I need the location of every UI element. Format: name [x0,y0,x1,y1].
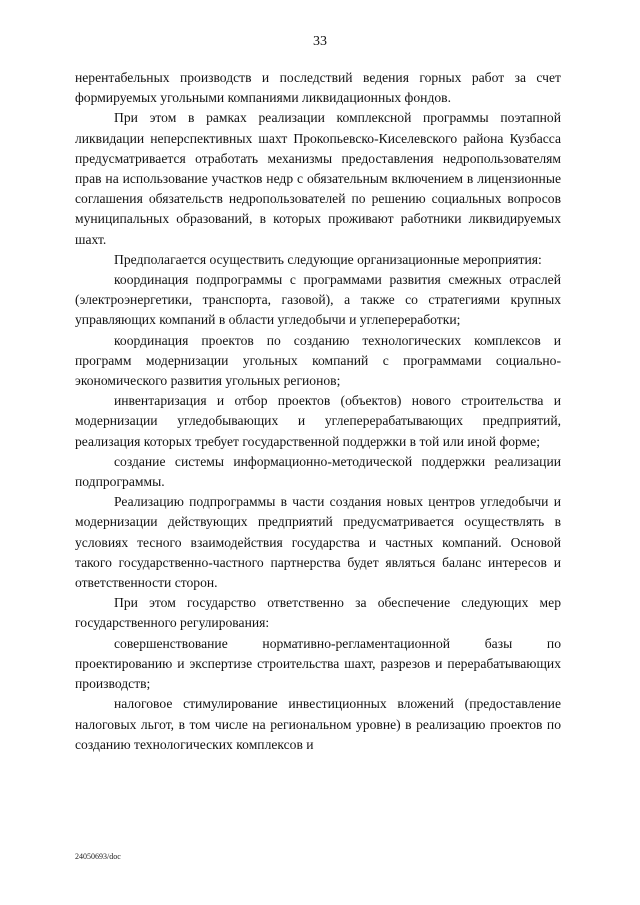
document-body [75,68,561,755]
list-item-regulatory-base: совершенствование нормативно-регламентационной базы по проектированию и экспертизе строительства шахт, разрезов и перерабатывающих производств; [75,635,561,692]
paragraph-licensing: При этом в рамках реализации комплексной программы поэтапной ликвидации неперспективных шахт Прокопьевско-Киселевского района Кузбасса предусматривается отработать механизмы предоставления недропользователям прав на использование участков недр с обязательным включением в лицензионные соглашения обязательств недропользователей по решению социальных вопросов муниципальных образований, в которых проживают работники ликвидируемых шахт. [75,110,561,247]
paragraph-measures-intro: Предполагается осуществить следующие организационные мероприятия: [114,251,542,267]
list-item-coordination-programs: координация подпрограммы с программами развития смежных отраслей (электроэнергетики, транспорта, газовой), а также со стратегиями крупных управляющих компаний в области угледобычи и углепереработки; [75,272,561,328]
paragraph-state-regulation: При этом государство ответственно за обеспечение следующих мер государственного регулирования: [75,595,561,631]
document-footer: 24050693/doc [75,852,121,861]
list-item-inventory: инвентаризация и отбор проектов (объектов) нового строительства и модернизации угледобывающих и углеперерабатывающих предприятий, реализация которых требует государственной поддержки в той или иной форме; [75,393,561,449]
page-number: 33 [313,34,327,49]
list-item-tax-incentives: налоговое стимулирование инвестиционных вложений (предоставление налоговых льгот, в том числе на региональном уровне) в реализацию проектов по созданию технологических комплексов и [75,696,561,752]
list-item-coordination-projects: координация проектов по созданию технологических комплексов и программ модернизации угольных компаний с программами социально-экономического развития угольных регионов; [75,332,561,389]
paragraph-public-private: Реализацию подпрограммы в части создания новых центров угледобычи и модернизации действующих предприятий предусматривается осуществлять в условиях тесного взаимодействия государства и частных компаний. Основой такого государственно-частного партнерства будет являться баланс интересов и ответственности сторон. [75,494,561,591]
list-item-info-support: создание системы информационно-методической поддержки реализации подпрограммы. [75,453,561,490]
paragraph-continuation: нерентабельных производств и последствий ведения горных работ за счет формируемых угольными компаниями ликвидационных фондов. [75,70,561,106]
